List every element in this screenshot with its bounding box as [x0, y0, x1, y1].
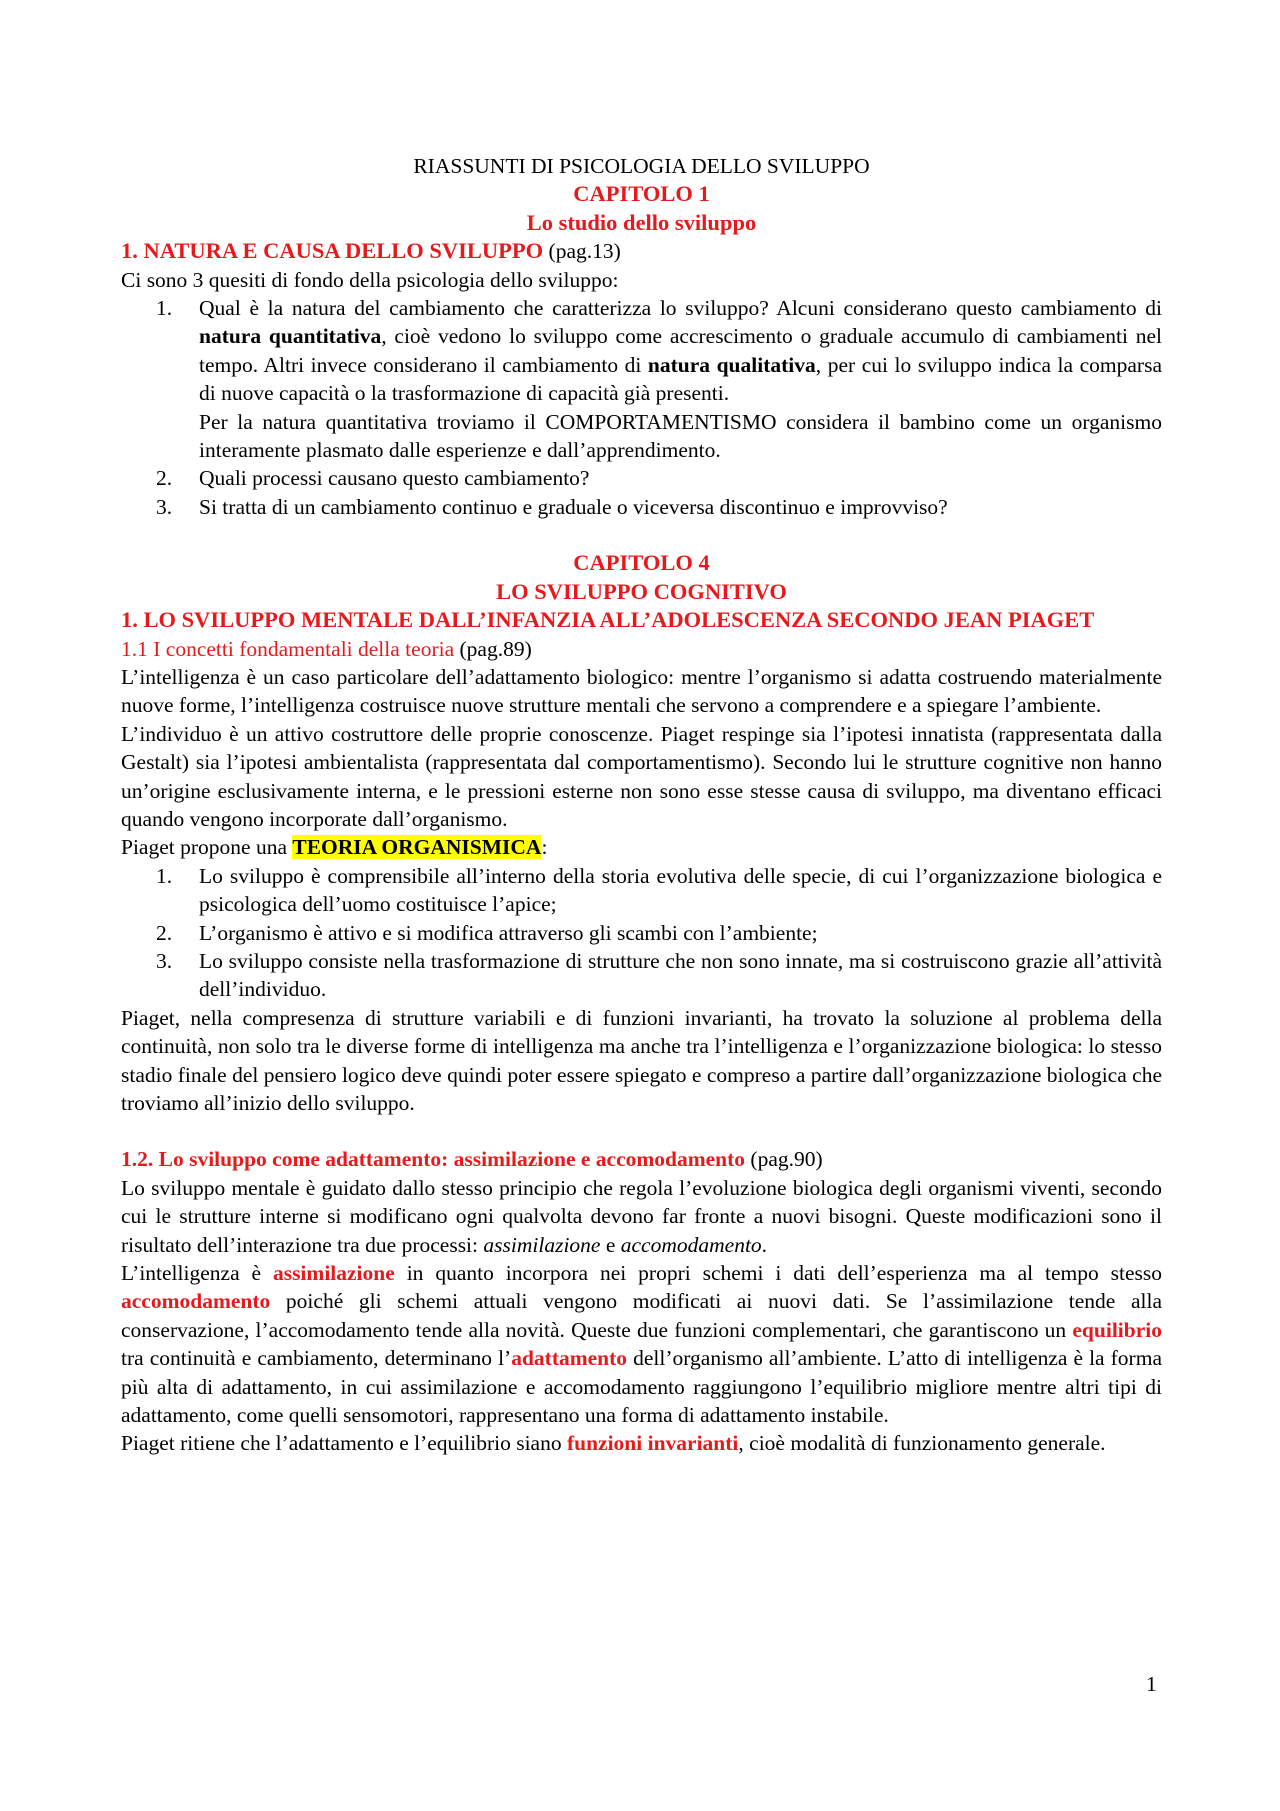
- chapter-4-subtitle: LO SVILUPPO COGNITIVO: [496, 578, 787, 604]
- chapter-4-label: CAPITOLO 4: [573, 550, 710, 576]
- list-text: , per cui lo sviluppo indica la comparsa di nuove capacità o la trasformazione di capacità già presenti.: [199, 352, 1162, 406]
- subsection-1-1-page-ref: (pag.89): [459, 636, 532, 661]
- questions-list: [121, 294, 1162, 521]
- subsection-1-2-page-ref: (pag.90): [750, 1147, 823, 1172]
- section-1-heading: [121, 237, 1162, 265]
- paragraph-text: e: [600, 1232, 621, 1257]
- spacer: [121, 1117, 1162, 1145]
- section-1-title: 1. NATURA E CAUSA DELLO SVILUPPO: [121, 238, 544, 264]
- section-4-1-heading: 1. LO SVILUPPO MENTALE DALL’INFANZIA ALL’ADOLESCENZA SECONDO JEAN PIAGET: [121, 607, 1095, 633]
- list-item: [121, 464, 1162, 492]
- list-text: Lo sviluppo è comprensibile all’interno della storia evolutiva delle specie, di cui l’organizzazione biologica e psicologica dell’uomo costituisce l’apice;: [199, 863, 1162, 917]
- term-assimilazione: assimilazione: [483, 1232, 601, 1257]
- list-item: [121, 947, 1162, 1004]
- page-number: 1: [1146, 1672, 1157, 1696]
- list-item: [121, 919, 1162, 947]
- list-text: Qual è la natura del cambiamento che caratterizza lo sviluppo? Alcuni considerano questo cambiamento di: [199, 296, 1162, 321]
- subsection-1-1-title: 1.1 I concetti fondamentali della teoria: [121, 636, 455, 661]
- term-adattamento: adattamento: [511, 1346, 628, 1371]
- list-number: 1.: [156, 296, 173, 321]
- paragraph-text: tra continuità e cambiamento, determinano l’: [121, 1346, 512, 1371]
- term-natura-quantitativa: natura quantitativa: [199, 324, 382, 349]
- list-item: [121, 862, 1162, 919]
- list-item: [121, 294, 1162, 464]
- term-natura-qualitativa: natura qualitativa: [647, 352, 816, 377]
- document-title: RIASSUNTI DI PSICOLOGIA DELLO SVILUPPO: [413, 154, 870, 178]
- paragraph: [121, 833, 1162, 861]
- list-item: [121, 493, 1162, 521]
- paragraph-text: poiché gli schemi attuali vengono modificati ai nuovi dati. Se l’assimilazione tende alla conservazione, l’accomodamento tende alla novità. Queste due funzioni complementari, che garantiscono un: [121, 1289, 1162, 1342]
- highlight-teoria-organismica: TEORIA ORGANISMICA: [292, 835, 542, 860]
- paragraph-text: Piaget ritiene che l’adattamento e l’equilibrio siano: [121, 1431, 567, 1456]
- subsection-1-2-title: 1.2. Lo sviluppo come adattamento: assimilazione e accomodamento: [121, 1147, 746, 1172]
- list-number: 3.: [156, 494, 173, 519]
- paragraph: [121, 1259, 1162, 1429]
- paragraph-text: Piaget propone una: [121, 835, 293, 860]
- list-number: 2.: [156, 920, 173, 945]
- paragraph-text: L’intelligenza è: [121, 1261, 273, 1286]
- term-accomodamento: accomodamento: [121, 1289, 271, 1314]
- spacer: [121, 521, 1162, 549]
- term-accomodamento: accomodamento: [620, 1232, 762, 1257]
- list-number: 3.: [156, 948, 173, 973]
- list-text: Quali processi causano questo cambiamento?: [199, 466, 590, 491]
- section-1-page-ref: (pag.13): [548, 239, 621, 264]
- paragraph: L’individuo è un attivo costruttore delle proprie conoscenze. Piaget respinge sia l’ipotesi innatista (rappresentata dalla Gestalt) sia l’ipotesi ambientalista (rappresentata dal comportamentismo). Secondo lui le strutture cognitive non hanno un’origine esclusivamente interna, e le pressioni esterne non sono esse stesse causa di sviluppo, ma diventano efficaci quando vengono incorporate dall’organismo.: [121, 721, 1162, 831]
- list-item-note: Per la natura quantitativa troviamo il COMPORTAMENTISMO considera il bambino come un organismo interamente plasmato dalle esperienze e dall’apprendimento.: [199, 409, 1162, 463]
- paragraph: L’intelligenza è un caso particolare dell’adattamento biologico: mentre l’organismo si adatta costruendo materialmente nuove forme, l’intelligenza costruisce nuove strutture mentali che servono a comprendere e a spiegare l’ambiente.: [121, 664, 1162, 718]
- term-assimilazione: assimilazione: [272, 1261, 395, 1286]
- list-text: Si tratta di un cambiamento continuo e graduale o viceversa discontinuo e improvviso?: [199, 494, 948, 519]
- paragraph-text: in quanto incorpora nei propri schemi i dati dell’esperienza ma al tempo stesso: [394, 1261, 1162, 1286]
- theory-list: [121, 862, 1162, 1004]
- term-funzioni-invarianti: funzioni invarianti: [566, 1431, 739, 1456]
- paragraph: [121, 1429, 1162, 1457]
- list-text: , cioè vedono lo sviluppo come accrescimento o graduale accumulo di cambiamenti nel tempo. Altri invece considerano il cambiamento di: [199, 324, 1162, 377]
- section-1-intro: Ci sono 3 quesiti di fondo della psicologia dello sviluppo:: [121, 267, 619, 292]
- document-body: [121, 152, 1162, 1458]
- paragraph-text: :: [541, 835, 548, 860]
- paragraph: Piaget, nella compresenza di strutture variabili e di funzioni invarianti, ha trovato la soluzione al problema della continuità, non solo tra le diverse forme di intelligenza ma anche tra l’intelligenza e l’organizzazione biologica: lo stesso stadio finale del pensiero logico deve quindi poter essere spiegato e compreso a partire dall’organizzazione biologica che troviamo all’inizio dello sviluppo.: [121, 1005, 1162, 1115]
- paragraph: [121, 1174, 1162, 1259]
- paragraph-text: dell’organismo all’ambiente. L’atto di intelligenza è la forma più alta di adattamento, in cui assimilazione e accomodamento raggiungono l’equilibrio migliore mentre altri tipi di adattamento, come quelli sensomotori, rappresentano una forma di adattamento instabile.: [121, 1346, 1162, 1428]
- list-number: 2.: [156, 466, 173, 491]
- chapter-1-subtitle: Lo studio dello sviluppo: [526, 209, 757, 235]
- paragraph-text: , cioè modalità di funzionamento generale.: [738, 1431, 1106, 1456]
- paragraph-text: Lo sviluppo mentale è guidato dallo stesso principio che regola l’evoluzione biologica degli organismi viventi, secondo cui le strutture interne si modificano ogni qualvolta devono far fronte a nuovi bisogni. Queste modificazioni sono il risultato dell’interazione tra due processi:: [121, 1175, 1162, 1257]
- term-equilibrio: equilibrio: [1072, 1317, 1162, 1342]
- list-number: 1.: [156, 863, 173, 888]
- list-text: Lo sviluppo consiste nella trasformazione di strutture che non sono innate, ma si costruiscono grazie all’attività dell’individuo.: [199, 948, 1162, 1002]
- subsection-1-1-heading: [121, 635, 1162, 663]
- chapter-1-label: CAPITOLO 1: [573, 181, 710, 207]
- list-text: L’organismo è attivo e si modifica attraverso gli scambi con l’ambiente;: [199, 920, 818, 945]
- paragraph-text: .: [761, 1232, 768, 1257]
- subsection-1-2-heading: [121, 1145, 1162, 1173]
